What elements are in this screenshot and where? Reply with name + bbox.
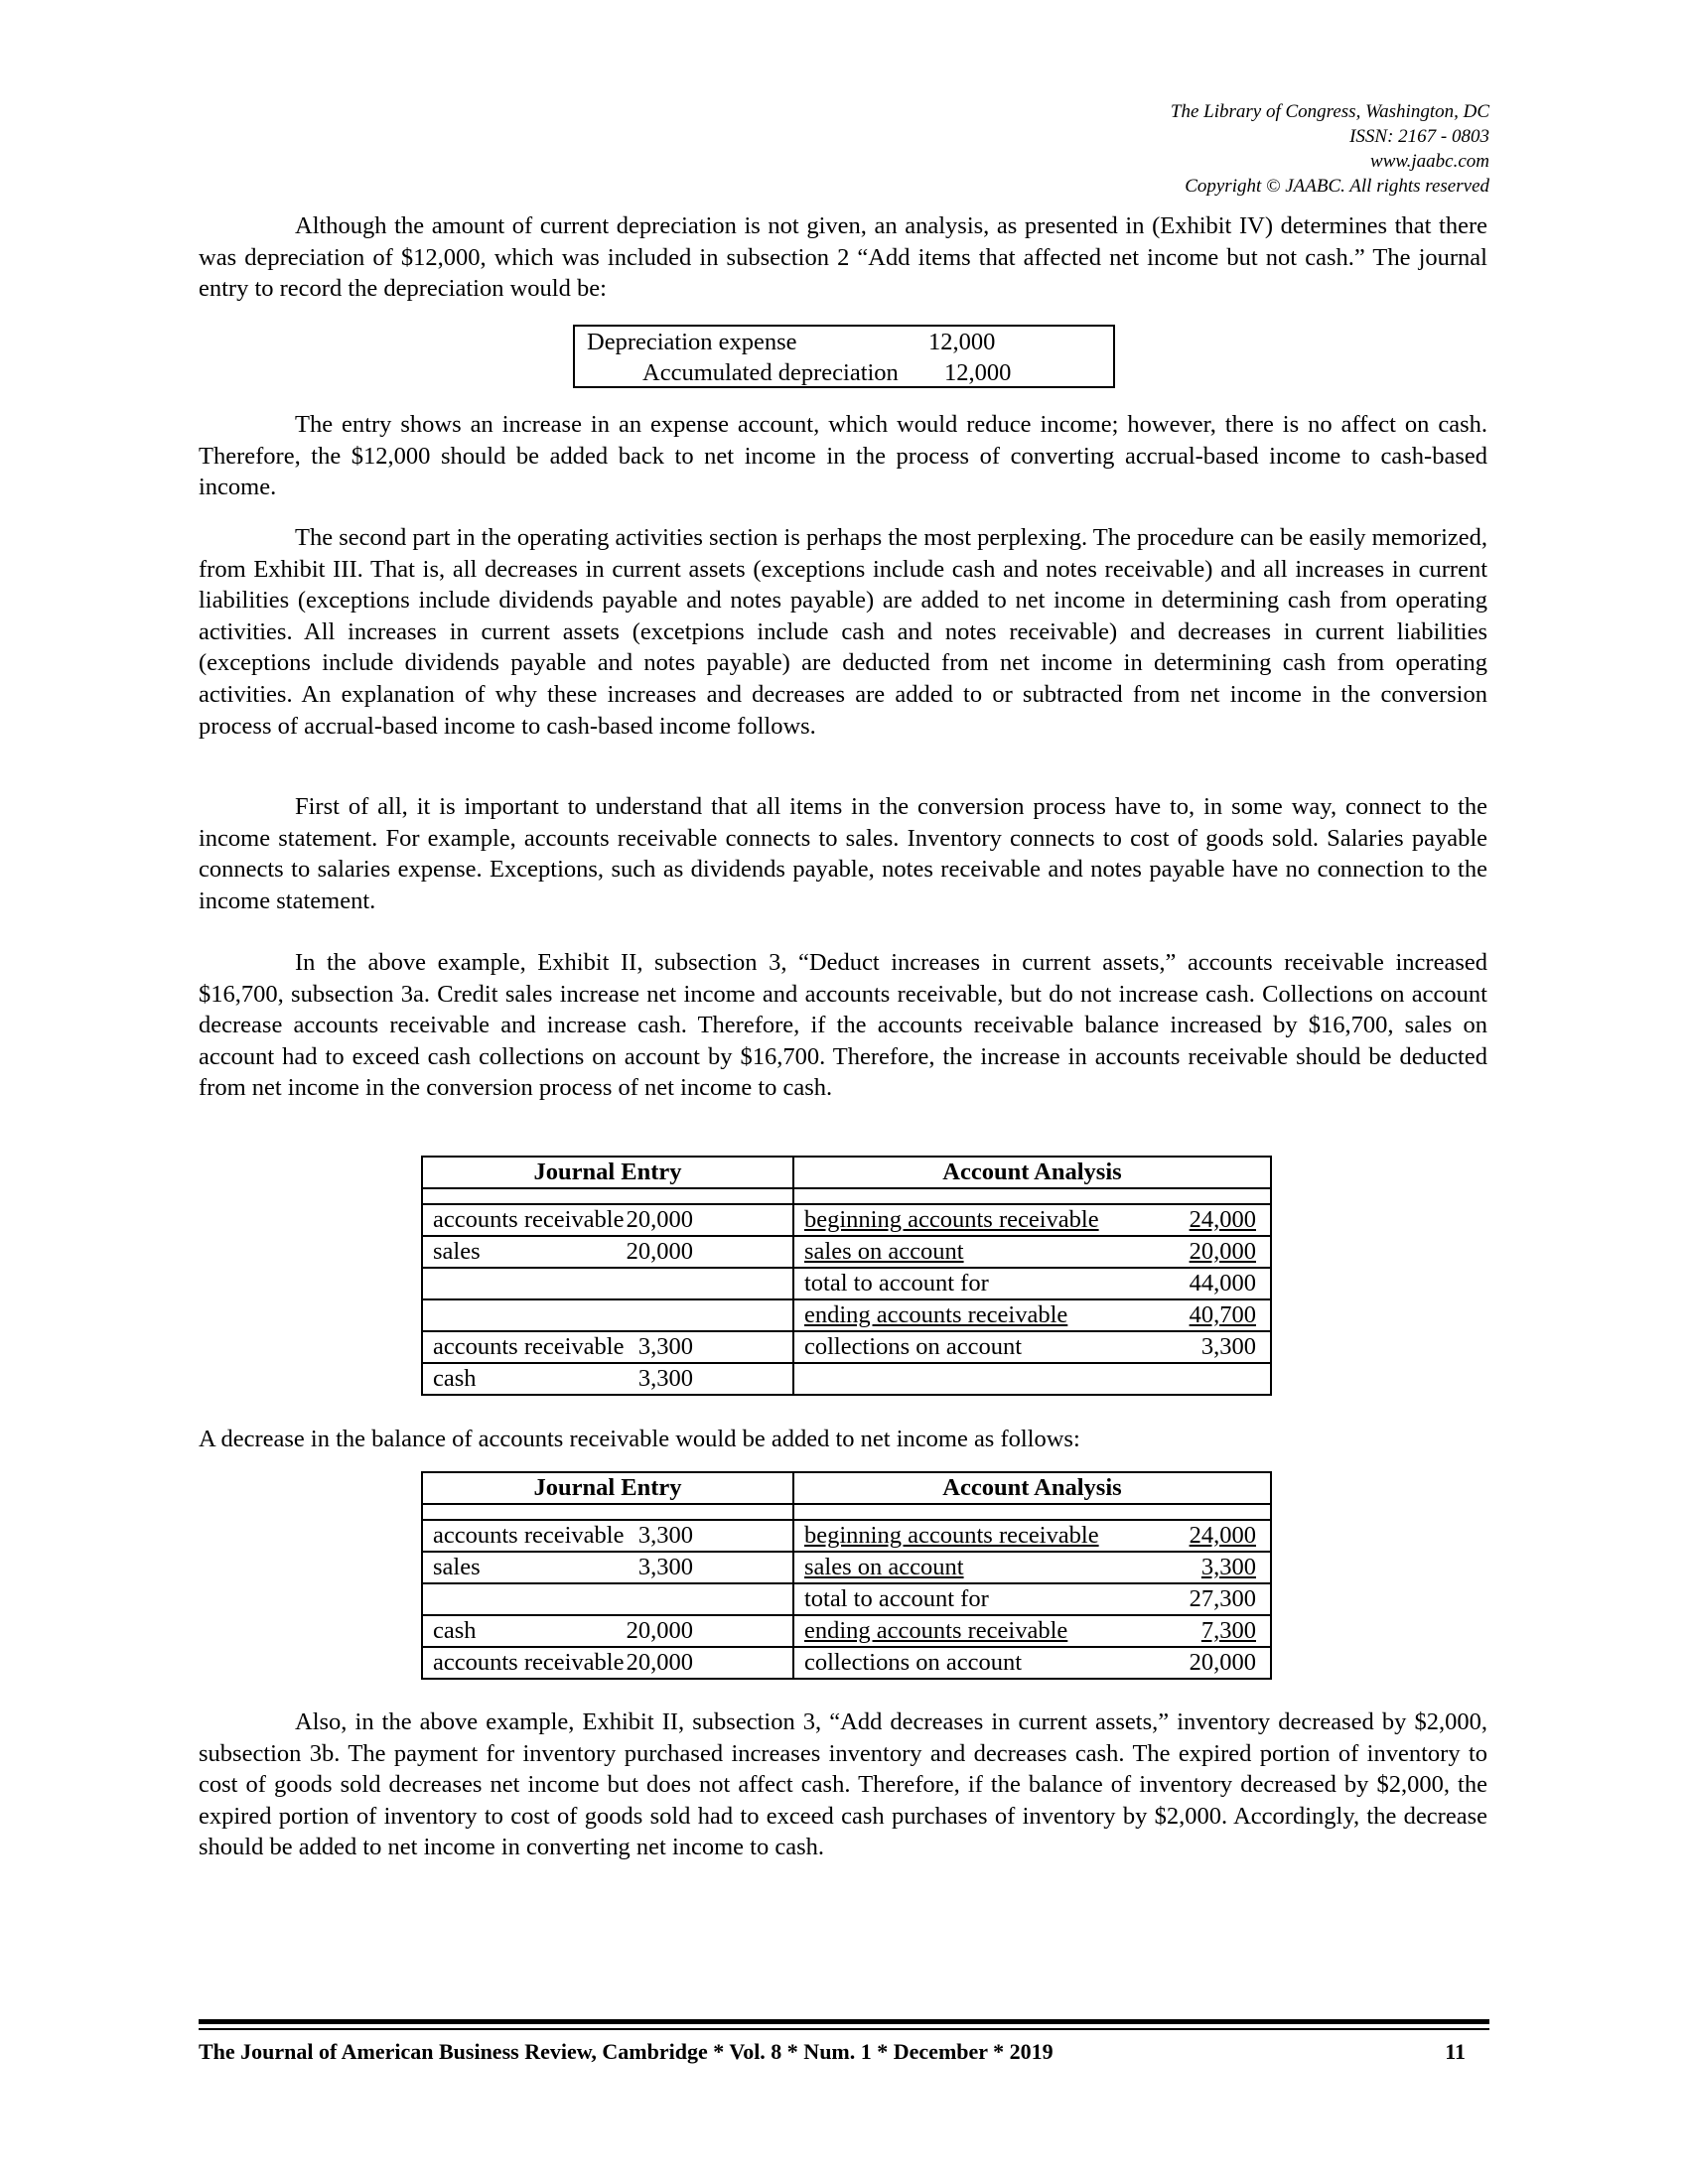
header-line: www.jaabc.com xyxy=(1370,151,1489,172)
account-analysis-cell xyxy=(793,1647,1271,1679)
paragraph: A decrease in the balance of accounts receivable would be added to net income as follows: xyxy=(199,1426,1080,1452)
table-row xyxy=(422,1552,1271,1583)
account-analysis-cell xyxy=(793,1520,1271,1552)
journal-entry-amount: 20,000 xyxy=(626,1206,693,1233)
journal-entry-account: accounts receivable xyxy=(433,1333,625,1360)
journal-entry-cell xyxy=(422,1204,793,1236)
table1-body xyxy=(422,1204,1271,1395)
footer-rule xyxy=(199,2028,1489,2030)
table-row xyxy=(422,1615,1271,1647)
account-analysis-item: total to account for xyxy=(804,1270,989,1297)
column-header-journal-entry: Journal Entry xyxy=(422,1472,793,1504)
debit-amount: 12,000 xyxy=(928,329,996,355)
journal-entry-amount: 20,000 xyxy=(626,1649,693,1676)
account-analysis-item: sales on account xyxy=(804,1554,964,1580)
account-analysis-amount: 3,300 xyxy=(1200,1554,1256,1580)
journal-entry-cell xyxy=(422,1363,793,1395)
account-analysis-amount: 27,300 xyxy=(1189,1585,1256,1612)
table-row xyxy=(422,1299,1271,1331)
column-header-journal-entry: Journal Entry xyxy=(422,1157,793,1188)
table-row xyxy=(422,1583,1271,1615)
journal-entry-cell xyxy=(422,1552,793,1583)
footer xyxy=(199,2037,1489,2067)
column-header-account-analysis: Account Analysis xyxy=(793,1472,1271,1504)
journal-entry-cell xyxy=(422,1299,793,1331)
account-analysis-item: ending accounts receivable xyxy=(804,1617,1068,1644)
journal-entry-cell xyxy=(422,1647,793,1679)
journal-entry-amount: 3,300 xyxy=(637,1365,693,1392)
account-analysis-amount: 20,000 xyxy=(1189,1238,1256,1265)
journal-entry-amount: 3,300 xyxy=(637,1522,693,1549)
table-row xyxy=(422,1647,1271,1679)
paragraph: The second part in the operating activities section is perhaps the most perplexing. The procedure can be easily memorized, from Exhibit III. That is, all decreases in current assets (exceptions include cash and notes receivable) and all increases in current liabilities (exceptions include dividends payable and notes payable) are added to net income in determining cash from operating activities. All increases in current assets (excetpions include cash and notes receivable) and decreases in current liabilities (exceptions include dividends payable and notes payable) are deducted from net income in determining cash from operating activities. An explanation of why these increases and decreases are added to or subtracted from net income in the conversion process of accrual-based income to cash-based income follows. xyxy=(199,524,1488,740)
account-analysis-amount: 3,300 xyxy=(1200,1333,1256,1360)
journal-header xyxy=(894,99,1489,199)
journal-entry-account: cash xyxy=(433,1617,477,1644)
account-analysis-item: beginning accounts receivable xyxy=(804,1522,1099,1549)
column-header-account-analysis: Account Analysis xyxy=(793,1157,1271,1188)
journal-entry-amount: 3,300 xyxy=(637,1554,693,1580)
paragraph: First of all, it is important to understand that all items in the conversion process have to, in some way, connect to the income statement. For example, accounts receivable connects to sales. Inventory connects to cost of goods sold. Salaries payable connects to salaries expense. Exceptions, such as dividends payable, notes receivable and notes payable have no connection to the income statement. xyxy=(199,793,1487,914)
table-row xyxy=(422,1204,1271,1236)
journal-entry-cell xyxy=(422,1520,793,1552)
paragraph: The entry shows an increase in an expense account, which would reduce income; however, there is no affect on cash. Therefore, the $12,000 should be added back to net income in the process of converting accrual-based income to cash-based income. xyxy=(199,411,1487,501)
account-analysis-cell xyxy=(793,1299,1271,1331)
footer-journal-citation: The Journal of American Business Review, Cambridge * Vol. 8 * Num. 1 * December * 2019 xyxy=(199,2039,1054,2064)
account-analysis-cell xyxy=(793,1204,1271,1236)
header-line: The Library of Congress, Washington, DC xyxy=(1170,101,1489,122)
table-row xyxy=(422,1236,1271,1268)
debit-label: Depreciation expense xyxy=(587,329,797,355)
journal-entry-account: cash xyxy=(433,1365,477,1392)
account-analysis-item: collections on account xyxy=(804,1333,1023,1360)
journal-entry-cell xyxy=(422,1268,793,1299)
journal-entry-account: accounts receivable xyxy=(433,1649,625,1676)
account-analysis-amount: 20,000 xyxy=(1189,1649,1256,1676)
account-analysis-amount: 24,000 xyxy=(1189,1522,1256,1549)
paragraph: Although the amount of current depreciation is not given, an analysis, as presented in (Exhibit IV) determines that there was depreciation of $12,000, which was included in subsection 2 “Add items that affected net income but not cash.” The journal entry to record the depreciation would be: xyxy=(199,212,1487,303)
account-analysis-cell xyxy=(793,1552,1271,1583)
header-line: Copyright © JAABC. All rights reserved xyxy=(1185,176,1489,197)
journal-entry-amount: 20,000 xyxy=(626,1238,693,1265)
journal-entry-cell xyxy=(422,1583,793,1615)
table2-body xyxy=(422,1520,1271,1679)
depreciation-entry-box xyxy=(573,325,1115,388)
journal-table-increase xyxy=(421,1156,1272,1396)
account-analysis-item: sales on account xyxy=(804,1238,964,1265)
journal-entry-account: sales xyxy=(433,1238,481,1265)
journal-entry-cell xyxy=(422,1615,793,1647)
account-analysis-item: total to account for xyxy=(804,1585,989,1612)
table-row xyxy=(422,1331,1271,1363)
journal-entry-cell xyxy=(422,1331,793,1363)
footer-rule xyxy=(199,2019,1489,2024)
table-row xyxy=(422,1363,1271,1395)
journal-entry-account: accounts receivable xyxy=(433,1206,625,1233)
account-analysis-cell xyxy=(793,1236,1271,1268)
journal-entry-account: sales xyxy=(433,1554,481,1580)
account-analysis-amount: 40,700 xyxy=(1189,1301,1256,1328)
account-analysis-cell xyxy=(793,1583,1271,1615)
journal-table-decrease xyxy=(421,1471,1272,1680)
journal-entry-amount: 3,300 xyxy=(637,1333,693,1360)
account-analysis-cell xyxy=(793,1268,1271,1299)
table-row xyxy=(422,1520,1271,1552)
journal-entry-cell xyxy=(422,1236,793,1268)
header-line: ISSN: 2167 - 0803 xyxy=(1349,126,1489,147)
paragraph: Also, in the above example, Exhibit II, subsection 3, “Add decreases in current assets,” inventory decreased by $2,000, subsection 3b. The payment for inventory purchased increases inventory and decreases cash. The expired portion of inventory to cost of goods sold decreases net income but does not affect cash. Therefore, if the balance of inventory decreased by $2,000, the expired portion of inventory to cost of goods sold had to exceed cash purchases of inventory by $2,000. Accordingly, the decrease should be added to net income in converting net income to cash. xyxy=(199,1708,1487,1861)
table-row xyxy=(422,1268,1271,1299)
account-analysis-item: collections on account xyxy=(804,1649,1023,1676)
journal-entry-amount: 20,000 xyxy=(626,1617,693,1644)
account-analysis-cell xyxy=(793,1615,1271,1647)
page-number: 11 xyxy=(1445,2039,1466,2064)
account-analysis-cell xyxy=(793,1363,1271,1395)
account-analysis-amount: 44,000 xyxy=(1189,1270,1256,1297)
account-analysis-cell xyxy=(793,1331,1271,1363)
credit-amount: 12,000 xyxy=(944,359,1012,386)
account-analysis-item: beginning accounts receivable xyxy=(804,1206,1099,1233)
journal-entry-account: accounts receivable xyxy=(433,1522,625,1549)
paragraph: In the above example, Exhibit II, subsection 3, “Deduct increases in current assets,” accounts receivable increased $16,700, subsection 3a. Credit sales increase net income and accounts receivable, but do not increase cash. Collections on account decrease accounts receivable and increase cash. Therefore, if the accounts receivable balance increased by $16,700, sales on account had to exceed cash collections on account by $16,700. Therefore, the increase in accounts receivable should be deducted from net income in the conversion process of net income to cash. xyxy=(199,949,1487,1102)
account-analysis-item: ending accounts receivable xyxy=(804,1301,1068,1328)
account-analysis-amount: 7,300 xyxy=(1200,1617,1256,1644)
account-analysis-amount: 24,000 xyxy=(1189,1206,1256,1233)
credit-label: Accumulated depreciation xyxy=(642,359,899,386)
